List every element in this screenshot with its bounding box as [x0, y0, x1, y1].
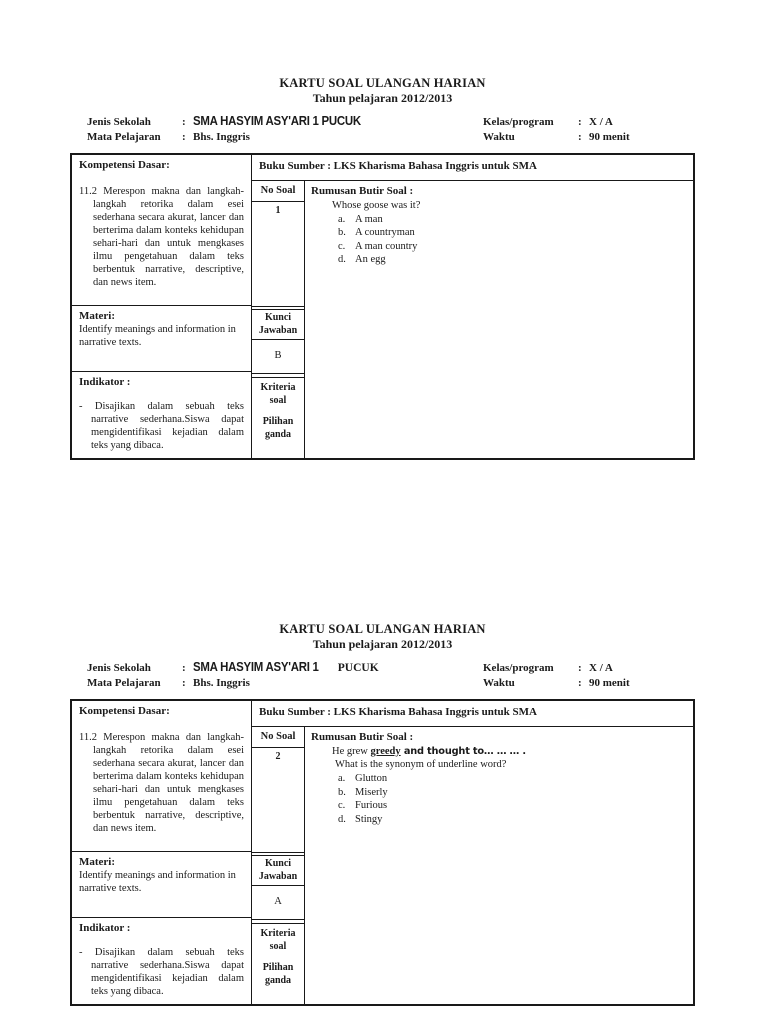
colon: :	[578, 662, 582, 674]
indikator-cell	[72, 918, 251, 1004]
meta-row-2	[70, 130, 695, 145]
option-d	[338, 813, 685, 827]
left-column	[72, 155, 252, 458]
option-letter: c.	[338, 240, 346, 252]
option-letter: b.	[338, 786, 346, 798]
mata-pelajaran-label: Mata Pelajaran	[87, 677, 161, 689]
kunci-jawaban-value: B	[274, 350, 282, 362]
no-soal-label: No Soal	[252, 727, 304, 748]
kompetensi-dasar-text: 11.2 Merespon makna dan langkah-langkah retorika dalam esei sederhana secara akurat, lancer dan berterima dalam konteks kehidupan sehari-hari dan untuk mengkases ilmu pengetahuan dalam teks berbentuk narrative, descriptive, dan news item.	[79, 186, 244, 288]
kriteria-soal-box	[252, 923, 304, 1004]
rumusan-butir-soal-cell	[305, 181, 693, 458]
colon: :	[578, 131, 582, 143]
page-title: KARTU SOAL ULANGAN HARIAN	[279, 76, 486, 90]
page-title: KARTU SOAL ULANGAN HARIAN	[279, 622, 486, 636]
question-card-1	[70, 76, 695, 460]
rumusan-butir-soal-cell	[305, 727, 693, 1004]
card-header	[70, 76, 695, 106]
option-text: Miserly	[355, 786, 388, 798]
right-section	[252, 155, 693, 458]
kriteria-soal-label: Kriteria soal	[260, 928, 296, 952]
meta-row-2	[70, 676, 695, 691]
school-name: SMA HASYIM ASY'ARI 1	[193, 659, 319, 674]
kunci-jawaban-value: A	[274, 896, 282, 908]
option-text: Glutton	[355, 773, 388, 784]
question-text: Whose goose was it?	[332, 199, 421, 211]
indikator-text: - Disajikan dalam sebuah teks narrative sederhana.Siswa dapat mengidentifikasi kejadian dalam teks yang dibaca.	[79, 401, 244, 451]
question-text-alt: and thought to… … … .	[400, 745, 526, 757]
option-letter: d.	[338, 254, 346, 265]
option-letter: b.	[338, 227, 346, 238]
option-c	[338, 799, 685, 813]
option-text: A man country	[355, 240, 418, 252]
kelas-program-value: X / A	[589, 116, 613, 128]
kelas-program-value: X / A	[589, 662, 613, 674]
buku-sumber-cell: Buku Sumber : LKS Kharisma Bahasa Inggris untuk SMA	[252, 701, 693, 727]
no-soal-value: 1	[275, 204, 281, 216]
options-list	[311, 213, 685, 267]
question-table	[70, 153, 695, 460]
mata-pelajaran-value: Bhs. Inggris	[193, 677, 250, 689]
buku-sumber-cell: Buku Sumber : LKS Kharisma Bahasa Inggris untuk SMA	[252, 155, 693, 181]
option-letter: c.	[338, 800, 346, 811]
school-name-suffix: PUCUK	[337, 662, 379, 674]
materi-cell	[72, 306, 251, 372]
option-text: A man	[355, 213, 383, 225]
kunci-jawaban-box	[252, 855, 304, 920]
card-header	[70, 622, 695, 652]
option-a	[338, 213, 685, 227]
colon: :	[578, 677, 582, 689]
mata-pelajaran-label: Mata Pelajaran	[87, 131, 161, 143]
option-text: An egg	[355, 254, 386, 265]
materi-heading: Materi:	[79, 856, 116, 868]
kunci-jawaban-label: Kunci Jawaban	[252, 310, 304, 340]
option-c	[338, 240, 685, 254]
kelas-program-label: Kelas/program	[483, 662, 554, 674]
kompetensi-dasar-cell	[72, 701, 251, 852]
kriteria-soal-box	[252, 377, 304, 458]
question-line-2: What is the synonym of underline word?	[335, 759, 507, 770]
question-line-1	[311, 745, 685, 759]
waktu-value: 90 menit	[589, 131, 630, 143]
no-soal-box	[252, 181, 304, 307]
middle-column	[252, 181, 305, 458]
option-a	[338, 772, 685, 786]
no-soal-value: 2	[275, 750, 281, 762]
materi-cell	[72, 852, 251, 918]
waktu-value: 90 menit	[589, 677, 630, 689]
meta-block	[70, 659, 695, 691]
kunci-jawaban-box	[252, 309, 304, 374]
right-section	[252, 701, 693, 1004]
option-b	[338, 786, 685, 800]
question-underlined-word: greedy	[370, 745, 401, 757]
page-subtitle: Tahun pelajaran 2012/2013	[312, 637, 453, 651]
meta-row-1	[70, 113, 695, 130]
jenis-sekolah-label: Jenis Sekolah	[87, 116, 151, 128]
kompetensi-dasar-heading: Kompetensi Dasar:	[79, 159, 170, 171]
option-text: A countryman	[355, 227, 415, 238]
jenis-sekolah-label: Jenis Sekolah	[87, 662, 151, 674]
option-text: Stingy	[355, 813, 383, 825]
middle-column	[252, 727, 305, 1004]
option-letter: a.	[338, 773, 346, 784]
waktu-label: Waktu	[483, 131, 515, 143]
option-text: Furious	[355, 800, 388, 811]
rumusan-butir-soal-label: Rumusan Butir Soal :	[311, 731, 414, 743]
options-list	[311, 772, 685, 826]
school-name: SMA HASYIM ASY'ARI 1 PUCUK	[193, 113, 361, 128]
kriteria-soal-label: Kriteria soal	[260, 382, 296, 406]
no-soal-box	[252, 727, 304, 853]
kriteria-soal-value: Pilihan ganda	[262, 962, 294, 986]
colon: :	[182, 677, 186, 689]
waktu-label: Waktu	[483, 677, 515, 689]
option-letter: a.	[338, 213, 346, 225]
materi-text: Identify meanings and information in narrative texts.	[79, 324, 236, 348]
indikator-text: - Disajikan dalam sebuah teks narrative sederhana.Siswa dapat mengidentifikasi kejadian dalam teks yang dibaca.	[79, 947, 244, 997]
materi-heading: Materi:	[79, 310, 116, 322]
kunci-jawaban-label: Kunci Jawaban	[252, 856, 304, 886]
rumusan-butir-soal-label: Rumusan Butir Soal :	[311, 185, 414, 197]
colon: :	[578, 116, 582, 128]
indikator-heading: Indikator :	[79, 376, 131, 388]
kompetensi-dasar-text: 11.2 Merespon makna dan langkah-langkah retorika dalam esei sederhana secara akurat, lancer dan berterima dalam konteks kehidupan sehari-hari dan untuk mengkases ilmu pengetahuan dalam teks berbentuk narrative, descriptive, dan news item.	[79, 732, 244, 834]
page-subtitle: Tahun pelajaran 2012/2013	[312, 91, 453, 105]
colon: :	[182, 116, 186, 128]
kompetensi-dasar-cell	[72, 155, 251, 306]
meta-row-1	[70, 659, 695, 676]
option-b	[338, 226, 685, 240]
meta-block	[70, 113, 695, 145]
indikator-cell	[72, 372, 251, 458]
question-table	[70, 699, 695, 1006]
option-d	[338, 253, 685, 267]
colon: :	[182, 131, 186, 143]
mata-pelajaran-value: Bhs. Inggris	[193, 131, 250, 143]
kelas-program-label: Kelas/program	[483, 116, 554, 128]
indikator-heading: Indikator :	[79, 922, 131, 934]
kompetensi-dasar-heading: Kompetensi Dasar:	[79, 705, 170, 717]
colon: :	[182, 662, 186, 674]
no-soal-label: No Soal	[252, 181, 304, 202]
left-column	[72, 701, 252, 1004]
materi-text: Identify meanings and information in narrative texts.	[79, 870, 236, 894]
question-card-2	[70, 622, 695, 1006]
kriteria-soal-value: Pilihan ganda	[262, 416, 294, 440]
option-letter: d.	[338, 813, 346, 825]
question-line-1	[311, 199, 685, 213]
question-text: He grew	[332, 745, 371, 757]
